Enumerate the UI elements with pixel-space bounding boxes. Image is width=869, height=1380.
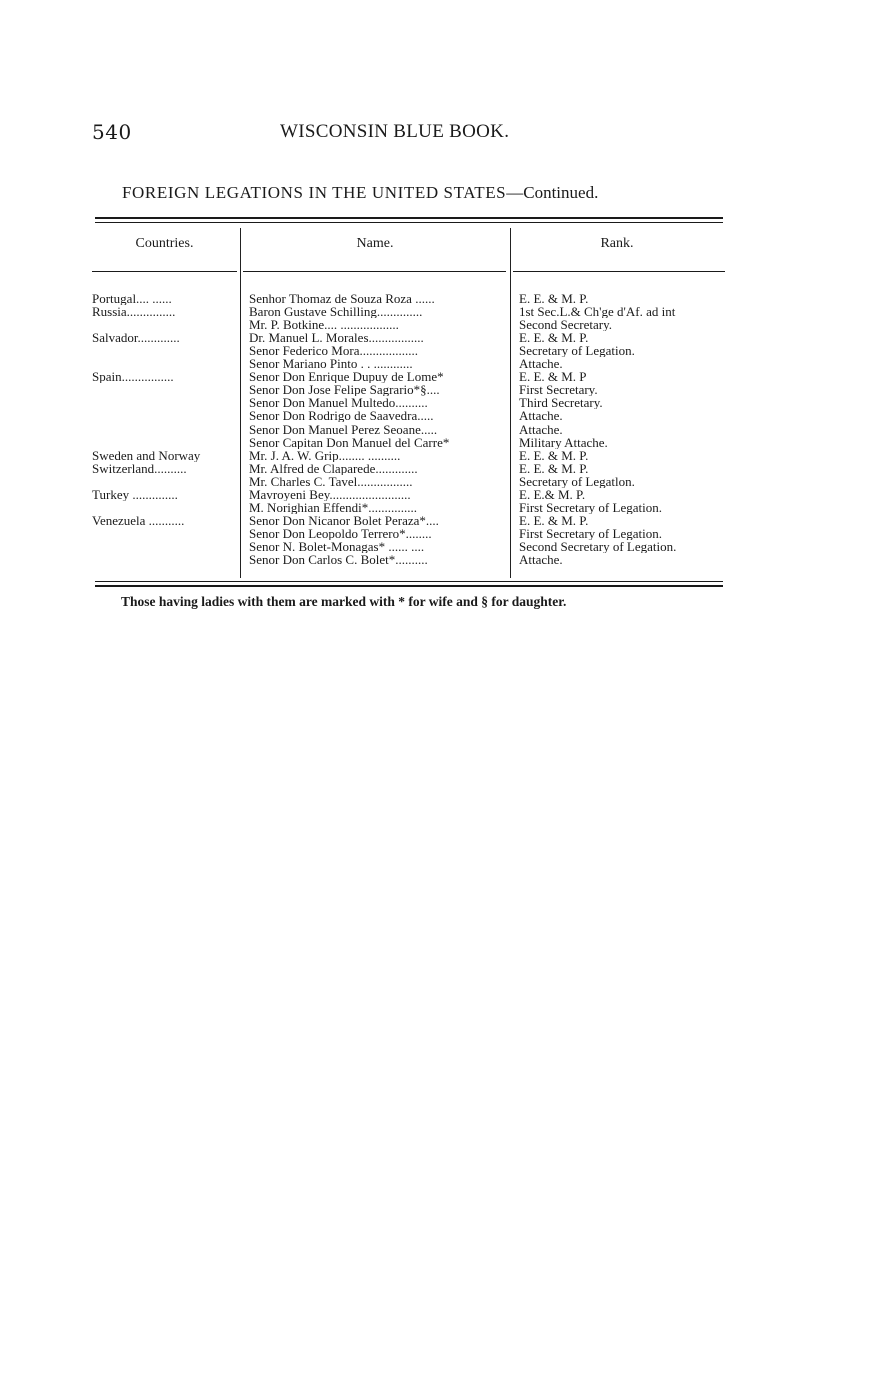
rank-cell: E. E. & M. P bbox=[519, 370, 587, 384]
name-cell: Senor Don Enrique Dupuy de Lome* bbox=[249, 370, 444, 384]
table-row bbox=[0, 344, 869, 357]
table-row bbox=[0, 527, 869, 540]
name-cell: Mr. P. Botkine.... .................. bbox=[249, 318, 399, 332]
country-cell: Russia............... bbox=[92, 305, 176, 319]
name-cell: Senor Mariano Pinto . . ............ bbox=[249, 357, 413, 371]
table-row bbox=[0, 409, 869, 422]
top-rule-thick bbox=[95, 217, 723, 219]
rank-cell: Secretary of Legation. bbox=[519, 344, 635, 358]
name-cell: Senor N. Bolet-Monagas* ...... .... bbox=[249, 539, 425, 553]
rank-cell: Third Secretary. bbox=[519, 396, 603, 410]
table-title-continued: —Continued. bbox=[506, 183, 599, 202]
name-cell: Mr. J. A. W. Grip........ .......... bbox=[249, 448, 401, 462]
bottom-rule-thin bbox=[95, 581, 723, 582]
table-title bbox=[122, 183, 722, 203]
rank-cell: Attache. bbox=[519, 553, 563, 566]
header-underline-name bbox=[243, 271, 506, 272]
name-cell: Mr. Charles C. Tavel................. bbox=[249, 474, 413, 488]
name-cell: Senor Don Jose Felipe Sagrario*§.... bbox=[249, 383, 440, 397]
rank-cell: Attache. bbox=[519, 422, 563, 436]
table-row bbox=[0, 449, 869, 462]
table-row bbox=[0, 475, 869, 488]
rank-cell: 1st Sec.L.& Ch'ge d'Af. ad int bbox=[519, 305, 676, 319]
name-cell: Senor Don Leopoldo Terrero*........ bbox=[249, 526, 432, 540]
rank-cell: E. E. & M. P. bbox=[519, 331, 589, 345]
table-row bbox=[0, 292, 869, 305]
rank-cell: Second Secretary. bbox=[519, 318, 613, 332]
rank-cell: E. E. & M. P. bbox=[519, 448, 589, 462]
rank-cell: First Secretary of Legation. bbox=[519, 526, 662, 540]
table-row bbox=[0, 331, 869, 344]
name-cell: Senor Don Manuel Multedo.......... bbox=[249, 396, 428, 410]
rank-cell: Second Secretary of Legation. bbox=[519, 539, 677, 553]
table-row bbox=[0, 383, 869, 396]
table-row bbox=[0, 514, 869, 527]
name-cell: Dr. Manuel L. Morales................. bbox=[249, 331, 424, 345]
top-rule-thin bbox=[95, 222, 723, 223]
name-cell: Mavroyeni Bey......................... bbox=[249, 487, 411, 501]
rank-cell: E. E. & M. P. bbox=[519, 513, 589, 527]
country-cell: Salvador............. bbox=[92, 331, 180, 345]
rank-cell: Attache. bbox=[519, 409, 563, 423]
country-cell: Switzerland.......... bbox=[92, 461, 187, 475]
bottom-rule-thick bbox=[95, 585, 723, 587]
table-row bbox=[0, 318, 869, 331]
name-cell: Senor Don Nicanor Bolet Peraza*.... bbox=[249, 513, 439, 527]
page-number: 540 bbox=[92, 120, 132, 144]
name-cell: Senor Don Rodrigo de Saavedra..... bbox=[249, 409, 434, 423]
country-cell: Turkey .............. bbox=[92, 487, 178, 501]
name-cell: Senor Federico Mora.................. bbox=[249, 344, 418, 358]
rank-cell: Attache. bbox=[519, 357, 563, 371]
running-head: WISCONSIN BLUE BOOK. bbox=[280, 121, 510, 142]
table-row bbox=[0, 553, 869, 566]
name-cell: Baron Gustave Schilling.............. bbox=[249, 305, 423, 319]
table-row bbox=[0, 540, 869, 553]
country-cell: Sweden and Norway bbox=[92, 448, 201, 462]
header-rank: Rank. bbox=[600, 236, 634, 251]
rank-cell: Secretary of Legatlon. bbox=[519, 474, 635, 488]
table-title-main: FOREIGN LEGATIONS IN THE UNITED STATES bbox=[122, 183, 507, 202]
table-row bbox=[0, 501, 869, 514]
table-row bbox=[0, 305, 869, 318]
country-cell: Spain................ bbox=[92, 370, 174, 384]
rank-cell: E. E. & M. P. bbox=[519, 292, 589, 305]
header-countries: Countries. bbox=[135, 236, 194, 251]
name-cell: Senor Don Carlos C. Bolet*.......... bbox=[249, 553, 428, 566]
rank-cell: E. E.& M. P. bbox=[519, 487, 586, 501]
rank-cell: First Secretary of Legation. bbox=[519, 500, 662, 514]
table-row bbox=[0, 462, 869, 475]
header-underline-rank bbox=[513, 271, 725, 272]
table-row bbox=[0, 357, 869, 370]
header-name: Name. bbox=[356, 236, 394, 251]
name-cell: Mr. Alfred de Claparede............. bbox=[249, 461, 418, 475]
name-cell: Senor Capitan Don Manuel del Carre* bbox=[249, 435, 450, 449]
country-cell: Portugal.... ...... bbox=[92, 292, 172, 305]
table-row bbox=[0, 370, 869, 383]
table-row bbox=[0, 488, 869, 501]
footnote: Those having ladies with them are marked with * for wife and § for daughter. bbox=[121, 594, 567, 609]
name-cell: Senor Don Manuel Perez Seoane..... bbox=[249, 422, 438, 436]
rank-cell: First Secretary. bbox=[519, 383, 598, 397]
rank-cell: E. E. & M. P. bbox=[519, 461, 589, 475]
table-row bbox=[0, 436, 869, 449]
name-cell: Senhor Thomaz de Souza Roza ...... bbox=[249, 292, 435, 305]
rank-cell: Military Attache. bbox=[519, 435, 608, 449]
table-row bbox=[0, 423, 869, 436]
header-underline-countries bbox=[92, 271, 237, 272]
country-cell: Venezuela ........... bbox=[92, 513, 185, 527]
table-row bbox=[0, 396, 869, 409]
name-cell: M. Norighian Effendi*............... bbox=[249, 500, 418, 514]
